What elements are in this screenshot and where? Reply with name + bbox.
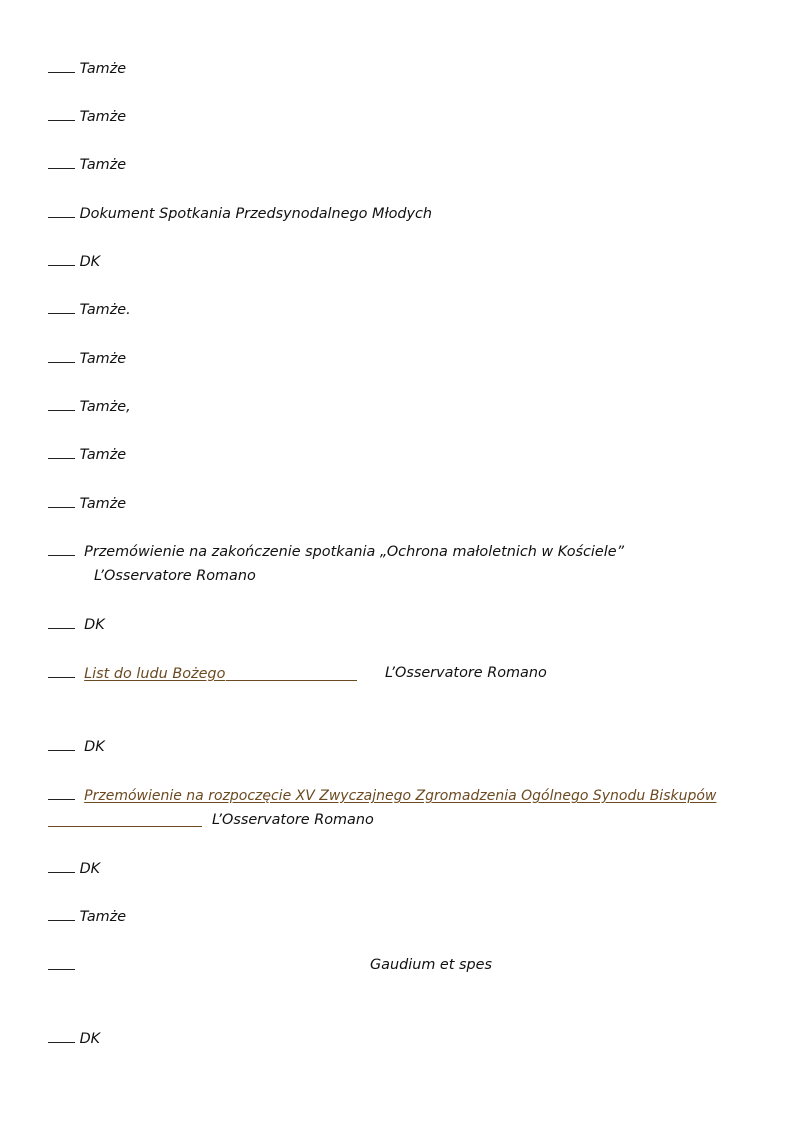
footnote-text: Tamże, (79, 399, 131, 415)
footnote-9 (48, 445, 126, 464)
footnote-marker (48, 397, 75, 411)
footnote-text: Tamże (79, 351, 127, 367)
footnote-11-source: L’Osservatore Romano (94, 568, 256, 584)
footnote-text: DK (79, 1031, 101, 1047)
footnote-text: Tamże (79, 61, 127, 77)
footnote-text: DK (79, 861, 101, 877)
footnote-marker (48, 859, 75, 873)
link-underline-extension (226, 680, 357, 681)
footnote-4 (48, 204, 432, 223)
footnote-14 (48, 737, 105, 756)
footnote-link[interactable]: List do ludu Bożego (84, 666, 226, 682)
footnote-5 (48, 252, 100, 271)
footnote-13-source: L’Osservatore Romano (385, 665, 547, 681)
footnote-text: Tamże (79, 109, 127, 125)
footnote-marker (48, 252, 75, 266)
footnote-text: Tamże (79, 496, 127, 512)
footnote-marker (48, 737, 75, 751)
footnote-marker (48, 615, 75, 629)
footnote-text: Tamże (79, 157, 127, 173)
footnote-marker (48, 445, 75, 459)
footnote-marker (48, 107, 75, 121)
footnote-marker (48, 542, 75, 556)
footnote-marker (48, 59, 75, 73)
footnote-7 (48, 349, 126, 368)
footnote-text: Tamże (79, 909, 127, 925)
footnote-11 (48, 542, 624, 561)
footnote-text: Dokument Spotkania Przedsynodalnego Młodych (79, 206, 433, 222)
footnote-text: DK (84, 617, 105, 633)
footnote-text: DK (79, 254, 101, 270)
footnote-13 (48, 664, 225, 683)
footnote-18 (48, 956, 75, 975)
footnote-marker (48, 786, 75, 800)
footnote-15-source: L’Osservatore Romano (212, 812, 374, 828)
footnote-marker (48, 956, 75, 970)
footnote-15 (48, 786, 716, 805)
footnote-18-text: Gaudium et spes (370, 957, 492, 973)
footnote-10 (48, 494, 126, 513)
link-underline-continuation (48, 826, 202, 827)
footnote-16 (48, 859, 100, 878)
footnote-17 (48, 907, 126, 926)
footnote-1 (48, 59, 126, 78)
footnote-text: Przemówienie na zakończenie spotkania „Ochrona małoletnich w Kościele” (84, 544, 625, 560)
footnote-12 (48, 615, 105, 634)
footnote-2 (48, 107, 126, 126)
footnote-19 (48, 1029, 100, 1048)
footnote-marker (48, 155, 75, 169)
footnote-text: DK (84, 739, 105, 755)
footnote-marker (48, 300, 75, 314)
footnote-marker (48, 1029, 75, 1043)
footnote-marker (48, 204, 75, 218)
footnote-marker (48, 664, 75, 678)
footnote-8 (48, 397, 131, 416)
footnote-marker (48, 494, 75, 508)
footnote-marker (48, 907, 75, 921)
footnote-text: Tamże (79, 447, 127, 463)
footnote-link[interactable]: Przemówienie na rozpoczęcie XV Zwyczajnego Zgromadzenia Ogólnego Synodu Biskupów (84, 788, 717, 804)
footnote-text: Tamże. (79, 302, 131, 318)
footnote-marker (48, 349, 75, 363)
footnote-6 (48, 300, 131, 319)
footnote-3 (48, 155, 126, 174)
